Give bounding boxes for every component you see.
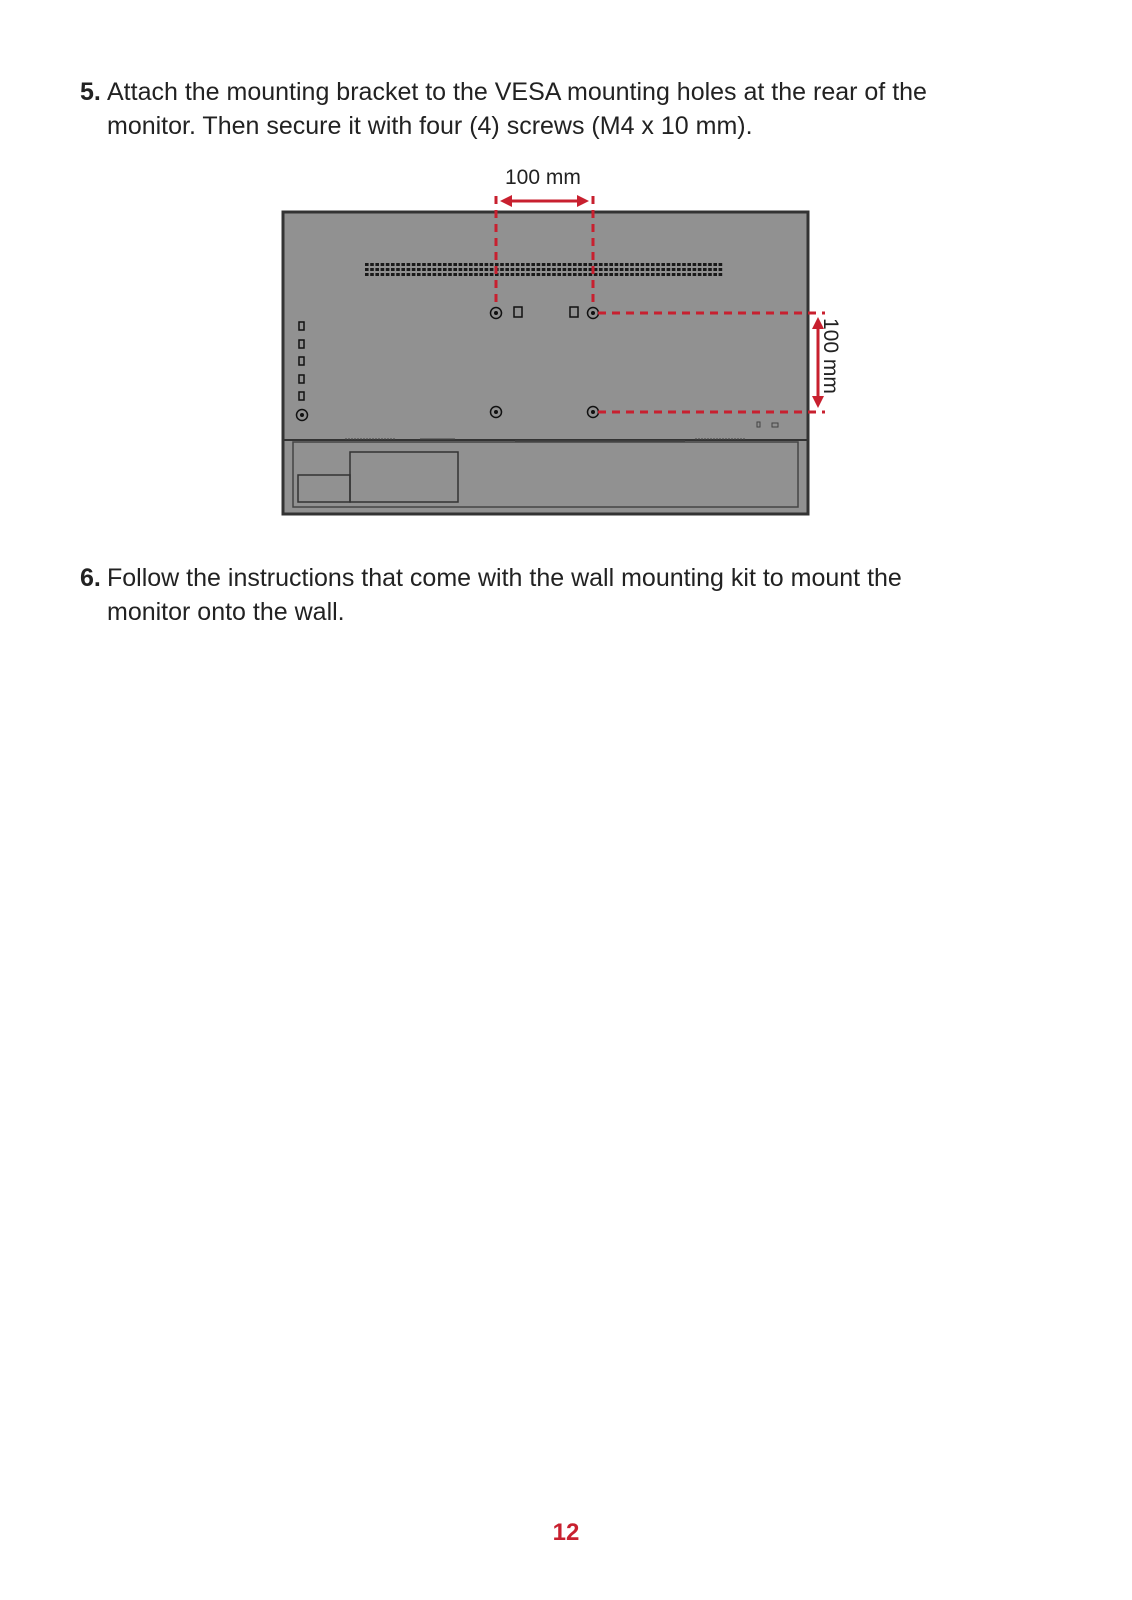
vent-slot [511,273,515,276]
vent-slot [672,263,676,266]
vent-slot [573,273,577,276]
vent-slot [427,268,431,271]
step-text: Attach the mounting bracket to the VESA mounting holes at the rear of the [107,78,927,106]
vent-slot [687,268,691,271]
vent-slot [615,263,619,266]
vent-slot [708,273,712,276]
vent-slot [635,268,639,271]
vent-slot [422,263,426,266]
vent-slot [479,263,483,266]
vent-slot [433,268,437,271]
vent-slot [438,263,442,266]
vertical-dimension-label: 100 mm [819,318,842,394]
vent-slot [391,273,395,276]
vent-slot [370,263,374,266]
vent-slot [485,273,489,276]
vent-slot [448,268,452,271]
vent-slot [630,268,634,271]
vent-slot [443,273,447,276]
vent-slot [365,263,369,266]
vent-slot [578,273,582,276]
vent-slot [646,263,650,266]
vent-slot [552,263,556,266]
vent-slot [609,263,613,266]
vent-slot [615,268,619,271]
vent-slot [620,263,624,266]
vent-slot [547,263,551,266]
vent-slot [469,263,473,266]
vent-slot [531,273,535,276]
vent-slot [495,263,499,266]
vent-slot [635,273,639,276]
vent-slot [573,268,577,271]
vent-slot [407,268,411,271]
vent-slot [646,273,650,276]
vent-slot [661,263,665,266]
vent-slot [667,273,671,276]
vent-slot [490,268,494,271]
vent-slot [687,273,691,276]
vent-slot [500,273,504,276]
vent-slot [417,268,421,271]
vent-slot [485,268,489,271]
vent-slot [656,273,660,276]
vent-slot [677,263,681,266]
vent-slot [682,263,686,266]
vent-slot [427,263,431,266]
vent-slot [578,263,582,266]
vent-slot [469,273,473,276]
vent-slot [713,263,717,266]
vent-slot [396,268,400,271]
vent-slot [391,268,395,271]
vent-slot [459,268,463,271]
vent-slot [474,268,478,271]
vent-slot [599,273,603,276]
vent-slot [604,268,608,271]
vent-slot [438,268,442,271]
vent-slot [386,268,390,271]
horizontal-dimension-label: 100 mm [505,166,581,189]
vent-slot [708,268,712,271]
vent-slot [698,268,702,271]
vent-slot [505,268,509,271]
vent-slot [365,273,369,276]
vent-slot [370,273,374,276]
vent-slot [693,268,697,271]
vent-slot [656,263,660,266]
vent-slot [630,273,634,276]
vent-slot [505,273,509,276]
vent-slot [526,263,530,266]
vent-slot [417,273,421,276]
vent-slot [464,268,468,271]
vent-slot [651,268,655,271]
vent-slot [620,273,624,276]
vent-slot [412,273,416,276]
vent-slot [500,268,504,271]
vent-slot [599,268,603,271]
vent-slot [537,268,541,271]
vent-slot [573,263,577,266]
vent-slot [703,263,707,266]
vent-slot [490,263,494,266]
vent-slot [677,273,681,276]
vent-slot [459,273,463,276]
vent-slot [672,273,676,276]
vent-slot [583,263,587,266]
vent-slot [604,273,608,276]
vent-slot [427,273,431,276]
vent-slot [401,268,405,271]
step-number: 6. [80,564,101,592]
vent-slot [625,263,629,266]
vent-slot [687,263,691,266]
vent-slot [651,263,655,266]
vent-slot [474,263,478,266]
vent-slot [677,268,681,271]
vent-slot [682,268,686,271]
vent-slot [531,268,535,271]
vent-slot [516,263,520,266]
vent-slot [407,273,411,276]
vent-slot [542,263,546,266]
vent-slot [386,273,390,276]
vent-slot [401,263,405,266]
vent-slot [656,268,660,271]
vent-slot [646,268,650,271]
step-6 [80,561,1000,629]
vent-slot [511,268,515,271]
vent-slot [703,273,707,276]
vent-slot [557,268,561,271]
vent-slot [568,273,572,276]
step-text-continued: monitor onto the wall. [107,598,345,626]
vent-slot [412,263,416,266]
vent-slot [474,273,478,276]
vent-slot [667,263,671,266]
vent-slot [713,268,717,271]
vent-slot [365,268,369,271]
vent-slot [583,268,587,271]
vent-slot [589,263,593,266]
vent-slot [537,273,541,276]
vent-slot [453,263,457,266]
vent-slot [661,273,665,276]
vent-slot [563,268,567,271]
vent-slot [526,273,530,276]
vent-slot [516,268,520,271]
vent-slot [459,263,463,266]
vent-slot [641,263,645,266]
vent-slot [667,268,671,271]
vent-slot [698,273,702,276]
vent-slot [521,268,525,271]
vent-slot [453,268,457,271]
vent-slot [490,273,494,276]
vent-slot [396,273,400,276]
power-button-dot [300,413,304,417]
vent-slot [422,268,426,271]
monitor-rear-panel [283,212,808,514]
step-text: Follow the instructions that come with the wall mounting kit to mount the [107,564,902,592]
vent-slot [370,268,374,271]
vent-slot [401,273,405,276]
vent-slot [464,273,468,276]
vent-slot [433,263,437,266]
vent-slot [375,268,379,271]
vent-slot [604,263,608,266]
vent-slot [661,268,665,271]
vent-slot [453,273,457,276]
vent-slot [557,263,561,266]
vent-slot [672,268,676,271]
vent-slot [625,273,629,276]
vent-slot [641,273,645,276]
vent-slot [682,273,686,276]
vent-slot [479,273,483,276]
vent-slot [443,263,447,266]
vent-slot [448,273,452,276]
vent-slot [630,263,634,266]
vent-slot [599,263,603,266]
vent-slot [609,273,613,276]
step-number: 5. [80,78,101,106]
vent-slot [568,268,572,271]
vent-slot [469,268,473,271]
vent-slot [381,263,385,266]
vent-slot [625,268,629,271]
vent-slot [698,263,702,266]
vent-slot [651,273,655,276]
vent-slot [703,268,707,271]
vent-slot [719,263,723,266]
vent-slot [443,268,447,271]
vent-slot [375,273,379,276]
vent-slot [537,263,541,266]
vent-slot [375,263,379,266]
vent-slot [412,268,416,271]
vent-slot [719,268,723,271]
vent-slot [511,263,515,266]
vent-slot [422,273,426,276]
vent-slot [557,273,561,276]
vent-slot [552,273,556,276]
vent-slot [713,273,717,276]
vent-slot [563,273,567,276]
vent-slot [433,273,437,276]
page-number: 12 [552,1519,580,1546]
vent-slot [505,263,509,266]
vent-slot [396,263,400,266]
vent-slot [578,268,582,271]
vent-slot [594,263,598,266]
vent-slot [448,263,452,266]
vent-slot [620,268,624,271]
vent-slot [583,273,587,276]
vent-slot [547,268,551,271]
vent-slot [563,263,567,266]
vent-slot [552,268,556,271]
vent-slot [521,273,525,276]
vent-slot [516,273,520,276]
step-text-continued: monitor. Then secure it with four (4) screws (M4 x 10 mm). [107,112,753,140]
vent-slot [531,263,535,266]
vent-slot [386,263,390,266]
vent-slot [542,273,546,276]
vent-slot [719,273,723,276]
vent-slot [485,263,489,266]
vent-slot [381,273,385,276]
vent-slot [417,263,421,266]
vent-slot [542,268,546,271]
vent-slot [381,268,385,271]
vent-slot [526,268,530,271]
vent-slot [635,263,639,266]
vent-slot [407,263,411,266]
ventilation-grille [365,263,722,276]
vent-slot [708,263,712,266]
vent-slot [479,268,483,271]
vent-slot [547,273,551,276]
vent-slot [391,263,395,266]
vent-slot [615,273,619,276]
vent-slot [641,268,645,271]
vent-slot [693,263,697,266]
vent-slot [568,263,572,266]
vent-slot [500,263,504,266]
vent-slot [693,273,697,276]
vent-slot [521,263,525,266]
vent-slot [609,268,613,271]
vent-slot [464,263,468,266]
vent-slot [438,273,442,276]
